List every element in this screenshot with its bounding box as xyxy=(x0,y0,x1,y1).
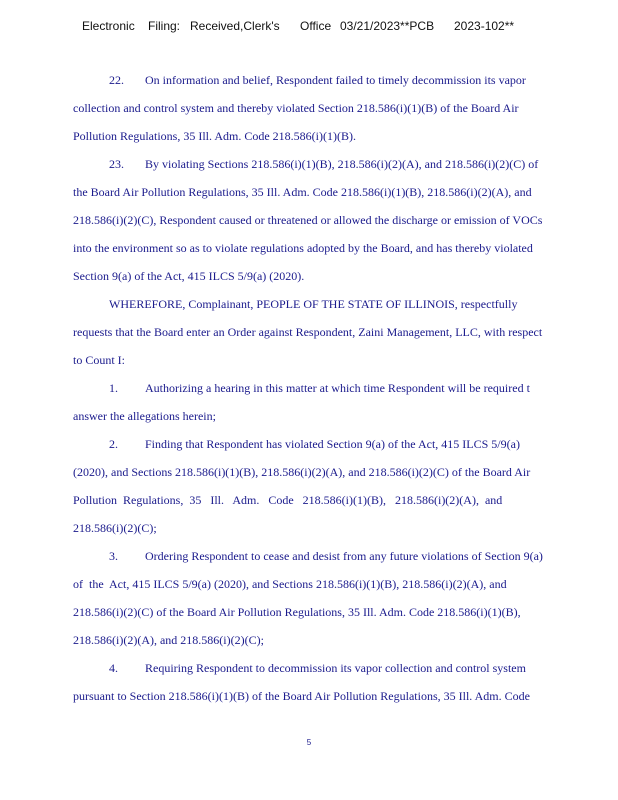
header-received: Received,Clerk's xyxy=(190,19,280,33)
paragraph-line: 1. Authorizing a hearing in this matter at which time Respondent will be required t xyxy=(73,374,603,402)
paragraph-line: Pollution Regulations, 35 Ill. Adm. Code 218.586(i)(1)(B). xyxy=(73,129,356,143)
paragraph-line: into the environment so as to violate regulations adopted by the Board, and has thereby violated xyxy=(73,241,533,255)
paragraph-number: 23. xyxy=(109,157,124,171)
header-date: 03/21/2023**PCB xyxy=(340,19,435,33)
paragraph-line: collection and control system and thereby violated Section 218.586(i)(1)(B) of the Board Air xyxy=(73,101,519,115)
relief-item-1 xyxy=(73,374,603,430)
paragraph-line: of the Act, 415 ILCS 5/9(a) (2020), and Sections 218.586(i)(1)(B), 218.586(i)(2)(A), and xyxy=(73,577,507,591)
document-body xyxy=(73,66,603,710)
paragraph-line: 23. By violating Sections 218.586(i)(1)(B), 218.586(i)(2)(A), and 218.586(i)(2)(C) of xyxy=(73,150,603,178)
paragraph-22 xyxy=(73,66,603,150)
paragraph-number: 3. xyxy=(109,549,118,563)
paragraph-number: 1. xyxy=(109,381,118,395)
paragraph-line: 218.586(i)(2)(C); xyxy=(73,521,157,535)
page-number: 5 xyxy=(306,738,312,747)
paragraph-line: (2020), and Sections 218.586(i)(1)(B), 218.586(i)(2)(A), and 218.586(i)(2)(C) of the Board Air xyxy=(73,465,531,479)
paragraph-line: pursuant to Section 218.586(i)(1)(B) of the Board Air Pollution Regulations, 35 Ill. Adm. Code xyxy=(73,689,530,703)
header-case-number: 2023-102** xyxy=(454,19,515,33)
paragraph-number: 22. xyxy=(109,73,124,87)
paragraph-number: 4. xyxy=(109,661,118,675)
header-filing: Filing: xyxy=(148,19,181,33)
header-electronic: Electronic xyxy=(82,19,135,33)
paragraph-line: WHEREFORE, Complainant, PEOPLE OF THE STATE OF ILLINOIS, respectfully xyxy=(109,297,518,311)
wherefore-clause xyxy=(73,290,603,374)
paragraph-line: the Board Air Pollution Regulations, 35 Ill. Adm. Code 218.586(i)(1)(B), 218.586(i)(2)(A), and xyxy=(73,185,532,199)
paragraph-23 xyxy=(73,150,603,290)
paragraph-line: answer the allegations herein; xyxy=(73,409,216,423)
paragraph-number: 2. xyxy=(109,437,118,451)
paragraph-line: Section 9(a) of the Act, 415 ILCS 5/9(a) (2020). xyxy=(73,269,305,283)
paragraph-line: 218.586(i)(2)(C) of the Board Air Pollution Regulations, 35 Ill. Adm. Code 218.586(i)(1)(B), xyxy=(73,605,521,619)
relief-item-2 xyxy=(73,430,603,542)
paragraph-line: Pollution Regulations, 35 Ill. Adm. Code 218.586(i)(1)(B), 218.586(i)(2)(A), and xyxy=(73,493,503,507)
paragraph-line: 4. Requiring Respondent to decommission its vapor collection and control system xyxy=(73,654,603,682)
paragraph-line: 22. On information and belief, Respondent failed to timely decommission its vapor xyxy=(73,66,603,94)
paragraph-line: 2. Finding that Respondent has violated Section 9(a) of the Act, 415 ILCS 5/9(a) xyxy=(73,430,603,458)
paragraph-line: 218.586(i)(2)(C), Respondent caused or threatened or allowed the discharge or emission of VOCs xyxy=(73,213,543,227)
paragraph-line: 218.586(i)(2)(A), and 218.586(i)(2)(C); xyxy=(73,633,264,647)
paragraph-line: to Count I: xyxy=(73,353,126,367)
paragraph-line: requests that the Board enter an Order against Respondent, Zaini Management, LLC, with respect xyxy=(73,325,543,339)
relief-item-3 xyxy=(73,542,603,654)
paragraph-line: 3. Ordering Respondent to cease and desist from any future violations of Section 9(a) xyxy=(73,542,603,570)
relief-item-4 xyxy=(73,654,603,710)
header-office: Office xyxy=(300,19,332,33)
